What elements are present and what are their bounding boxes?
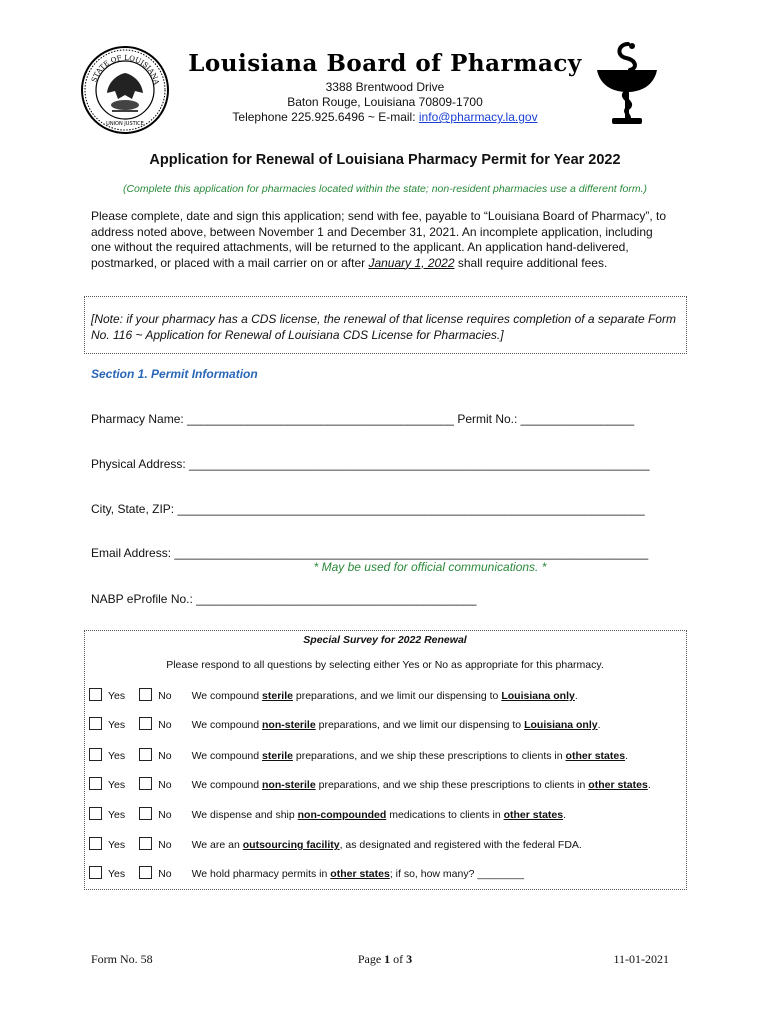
pharmacy-name-field[interactable]: Pharmacy Name: ________________________________________ Permit No.: _________________ (91, 412, 635, 426)
intro-part1: Please complete, date and sign this application; send with fee, payable to “Louisiana Board of Pharmacy”, to address noted above, between November 1 and December 31, 2021. An incomplete application, including one without the required attachments, will be returned to the applicant. An application hand-delivered, postmarked, or placed with a mail carrier on or after (91, 209, 667, 270)
yes-label: Yes (108, 839, 126, 851)
no-label: No (158, 750, 172, 762)
city-state-zip-field[interactable]: City, State, ZIP: ______________________________________________________________________ (91, 502, 645, 516)
question-statement (192, 779, 651, 791)
city-line: Baton Rouge, Louisiana 70809-1700 (287, 95, 483, 109)
statement-part: . (563, 809, 567, 821)
subtitle-note: (Complete this application for pharmacies located within the state; non-resident pharmacies use a different form.) (122, 183, 648, 195)
yes-label: Yes (108, 868, 126, 880)
section1-title: Section 1. Permit Information (91, 367, 258, 381)
statement-emphasis: non-sterile (262, 719, 316, 731)
statement-emphasis: other states (565, 750, 626, 762)
yes-label: Yes (108, 779, 126, 791)
statement-part: . (574, 690, 578, 702)
statement-part: medications to clients in (386, 809, 504, 821)
statement-part: ; if so, how many? ________ (389, 868, 525, 880)
no-checkbox[interactable] (139, 748, 152, 761)
statement-part: We compound (191, 690, 263, 702)
form-number: Form No. 58 (91, 952, 153, 966)
statement-part: , as designated and registered with the federal FDA. (339, 839, 582, 851)
no-checkbox[interactable] (139, 837, 152, 850)
yes-checkbox[interactable] (89, 807, 102, 820)
statement-part: We dispense and ship (191, 809, 298, 821)
survey-question-row (89, 777, 651, 793)
svg-text:UNION JUSTICE: UNION JUSTICE (106, 121, 144, 127)
yes-checkbox[interactable] (89, 717, 102, 730)
no-checkbox[interactable] (139, 777, 152, 790)
no-checkbox[interactable] (139, 807, 152, 820)
page-of: of (390, 952, 407, 966)
statement-emphasis: non-compounded (297, 809, 387, 821)
survey-question-row (89, 717, 601, 733)
statement-emphasis: other states (503, 809, 564, 821)
yes-checkbox[interactable] (89, 777, 102, 790)
cds-note-box (84, 296, 687, 354)
statement-part: . (647, 779, 651, 791)
statement-part: preparations, and we ship these prescriptions to clients in (315, 779, 589, 791)
survey-question-row (89, 748, 628, 764)
nabp-eprofile-field[interactable]: NABP eProfile No.: __________________________________________ (91, 592, 477, 606)
document-title: Application for Renewal of Louisiana Pharmacy Permit for Year 2022 (149, 152, 621, 168)
svg-text:STATE OF LOUISIANA: STATE OF LOUISIANA (90, 53, 161, 86)
page-total: 3 (406, 952, 413, 966)
statement-part: We compound (191, 779, 263, 791)
survey-question-row (89, 837, 582, 853)
yes-label: Yes (108, 690, 126, 702)
no-label: No (158, 809, 172, 821)
survey-instructions: Please respond to all questions by selecting either Yes or No as appropriate for this pharmacy. (166, 659, 604, 671)
statement-part: . (625, 750, 628, 762)
no-label: No (158, 719, 172, 731)
yes-checkbox[interactable] (89, 748, 102, 761)
phone-text: Telephone 225.925.6496 ~ E-mail: (232, 110, 419, 124)
page-current: 1 (384, 952, 391, 966)
statement-part: We compound (191, 719, 263, 731)
email-usage-note: * May be used for official communications. * (313, 560, 547, 574)
yes-label: Yes (108, 719, 126, 731)
no-checkbox[interactable] (139, 688, 152, 701)
page-prefix: Page (357, 952, 385, 966)
statement-emphasis: other states (330, 868, 390, 880)
yes-checkbox[interactable] (89, 688, 102, 701)
statement-part: . (597, 719, 601, 731)
physical-address-field[interactable]: Physical Address: _____________________________________________________________________ (91, 457, 650, 471)
yes-label: Yes (108, 809, 126, 821)
statement-part: preparations, and we limit our dispensing to (315, 719, 525, 731)
statement-part: preparations, and we ship these prescriptions to clients in (292, 750, 566, 762)
no-checkbox[interactable] (139, 866, 152, 879)
statement-emphasis: outsourcing facility (242, 839, 340, 851)
question-statement (192, 868, 525, 880)
question-statement (192, 719, 601, 731)
email-address-field[interactable]: Email Address: _______________________________________________________________________ (91, 546, 649, 560)
late-fee-date: January 1, 2022 (368, 255, 455, 270)
statement-emphasis: Louisiana only (524, 719, 598, 731)
no-label: No (158, 690, 172, 702)
question-statement (192, 839, 582, 851)
statement-part: We compound (191, 750, 263, 762)
no-label: No (158, 839, 172, 851)
yes-checkbox[interactable] (89, 866, 102, 879)
statement-emphasis: non-sterile (262, 779, 316, 791)
survey-question-row (89, 688, 578, 704)
intro-paragraph (91, 209, 671, 271)
question-statement (192, 750, 628, 762)
form-date: 11-01-2021 (613, 952, 669, 966)
survey-question-row (89, 807, 566, 823)
survey-title: Special Survey for 2022 Renewal (303, 634, 467, 646)
intro-part2: shall require additional fees. (454, 255, 608, 270)
yes-checkbox[interactable] (89, 837, 102, 850)
board-name-heading: Louisiana Board of Pharmacy (188, 50, 582, 77)
no-checkbox[interactable] (139, 717, 152, 730)
statement-emphasis: Louisiana only (501, 690, 575, 702)
yes-label: Yes (108, 750, 126, 762)
no-label: No (158, 779, 172, 791)
survey-question-row (89, 866, 524, 882)
cds-note-text: [Note: if your pharmacy has a CDS license, the renewal of that license requires completion of a separate Form No. 116 ~ Application for Renewal of Louisiana CDS License for Pharmacies.] (91, 312, 676, 342)
email-link[interactable]: info@pharmacy.la.gov (418, 110, 538, 124)
statement-emphasis: sterile (262, 690, 293, 702)
contact-line (0, 110, 770, 124)
no-label: No (158, 868, 172, 880)
statement-emphasis: sterile (262, 750, 293, 762)
statement-emphasis: other states (588, 779, 648, 791)
statement-part: preparations, and we limit our dispensing to (292, 690, 502, 702)
question-statement (192, 690, 578, 702)
statement-part: We are an (191, 839, 243, 851)
question-statement (192, 809, 566, 821)
statement-part: We hold pharmacy permits in (191, 868, 331, 880)
address-line: 3388 Brentwood Drive (325, 80, 445, 94)
